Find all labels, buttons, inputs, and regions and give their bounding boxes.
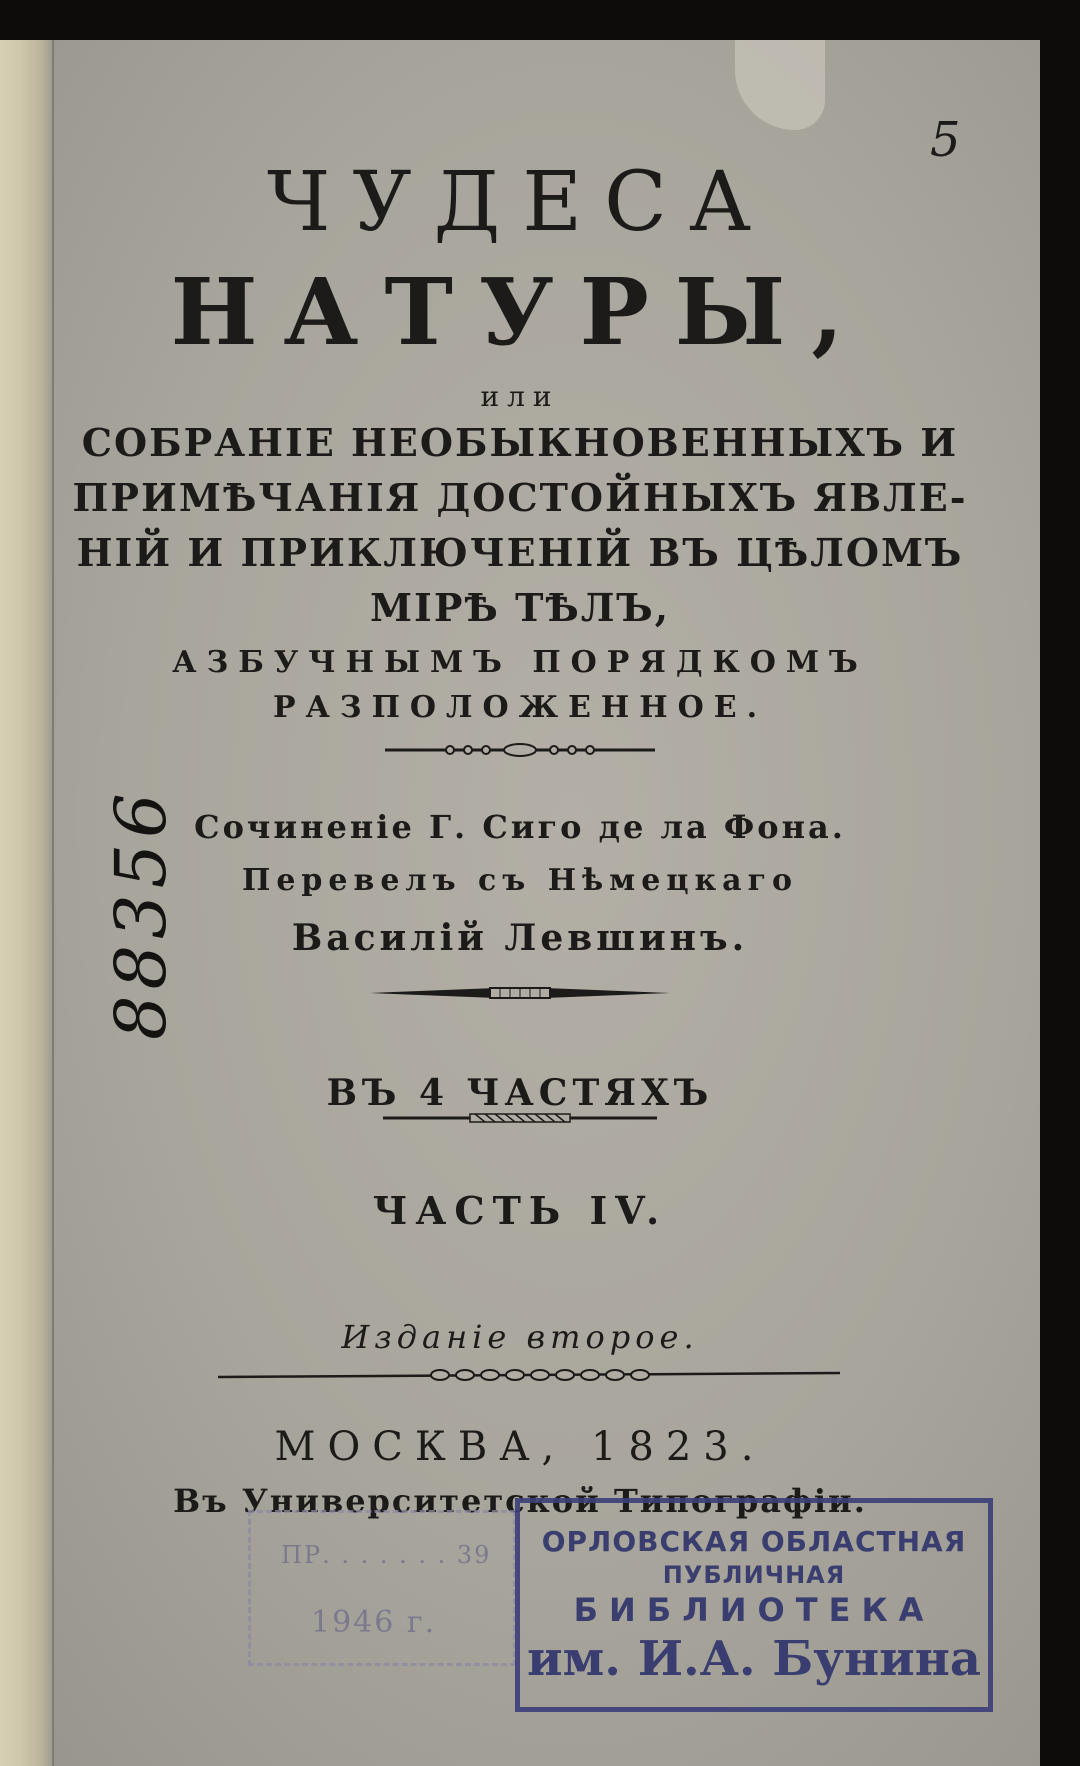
book-page [0, 40, 1040, 1766]
order-line-1: АЗБУЧНЫМЪ ПОРЯДКОМЪ [172, 645, 868, 680]
page-number: 5 [930, 112, 961, 168]
library-stamp-line-3: БИБЛИОТЕКА [573, 1591, 935, 1629]
library-stamp-line-1: ОРЛОВСКАЯ ОБЛАСТНАЯ [541, 1525, 967, 1558]
paper-tear [735, 40, 825, 130]
faded-stamp-line-2: 1946 г. [311, 1605, 437, 1640]
subtitle-line-4: МІРѢ ТѢЛЪ, [369, 585, 670, 630]
subtitle-line-3: НІЙ И ПРИКЛЮЧЕНІЙ ВЪ ЦѢЛОМЪ [76, 530, 964, 575]
parts-count: ВЪ 4 ЧАСТЯХЪ [326, 1072, 714, 1114]
order-line-2: РАЗПОЛОЖЕННОЕ. [272, 690, 768, 725]
edition: Изданіе второе. [341, 1318, 699, 1356]
title-line-1: ЧУДЕСА [266, 155, 773, 250]
subtitle-line-2: ПРИМѢЧАНІЯ ДОСТОЙНЫХЪ ЯВЛЕ- [72, 475, 968, 520]
ornament-rule-4 [0, 1365, 1040, 1385]
author-line-2: Перевелъ съ Нѣмецкаго [242, 863, 798, 898]
ornament-rule-3 [0, 1108, 1040, 1128]
library-stamp [515, 1498, 993, 1712]
ornament-rule-1 [0, 740, 1040, 760]
faded-date-stamp [248, 1510, 516, 1666]
handwritten-shelfmark: 88356 [100, 787, 182, 1040]
part-number: ЧАСТЬ IV. [372, 1188, 668, 1233]
author-line-3: Василій Левшинъ. [291, 917, 749, 959]
library-stamp-line-4: им. И.А. Бунина [526, 1631, 981, 1687]
city-year: МОСКВА, 1823. [274, 1424, 766, 1470]
title-line-2: НАТУРЫ, [170, 258, 870, 366]
subtitle-line-1: СОБРАНІЕ НЕОБЫКНОВЕННЫХЪ И [81, 420, 959, 465]
title-conjunction: или [480, 380, 560, 413]
author-line-1: Сочиненіе Г. Сиго де ла Фона. [194, 808, 846, 846]
faded-stamp-line-1: ПР. . . . . . . 39 [281, 1541, 492, 1569]
printing-house: Въ Университетской Типографіи. [173, 1482, 867, 1520]
library-stamp-line-2: ПУБЛИЧНАЯ [662, 1561, 846, 1589]
